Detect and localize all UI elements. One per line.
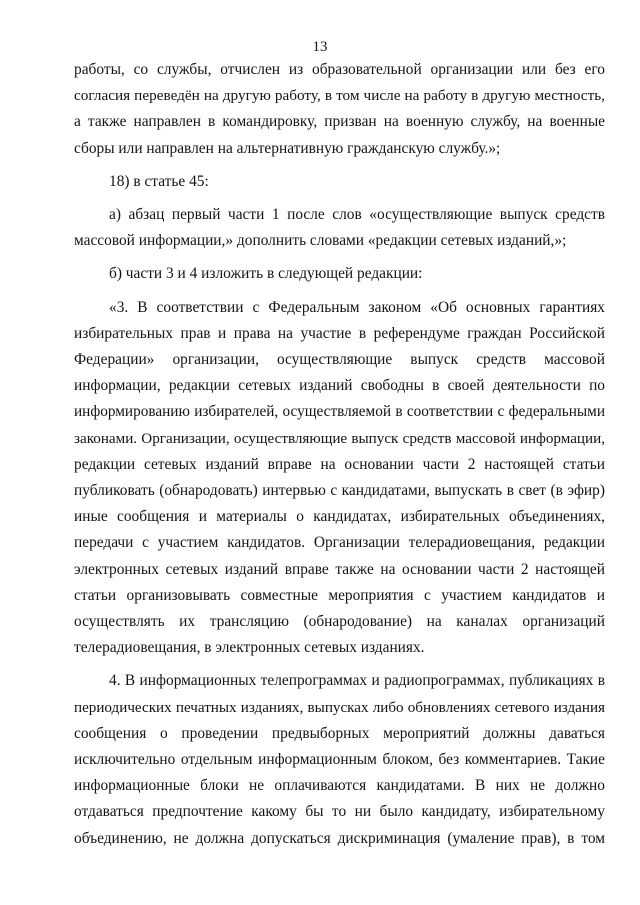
text-line: информационные блоки не оплачиваются кандидатами. В них не должно: [74, 777, 605, 795]
text-line: работы, со службы, отчислен из образовательной организации или без его: [74, 61, 605, 78]
text-line: а также направлен в командировку, призван на военную службу, на военные: [74, 113, 605, 131]
paragraph-item-b: [74, 261, 605, 287]
text-line: «3. В соответствии с Федеральным законом «Об основных гарантиях: [109, 298, 605, 316]
text-line: сообщения о проведении предвыборных мероприятий должны даваться: [74, 724, 605, 742]
text-line: законами. Организации, осуществляющие выпуск средств массовой информации,: [74, 430, 605, 447]
text-line: б) части 3 и 4 изложить в следующей редакции:: [109, 265, 423, 283]
text-line: передачи с участием кандидатов. Организации телерадиовещания, редакции: [74, 534, 605, 552]
text-line: Федерации» организации, осуществляющие выпуск средств массовой: [74, 351, 605, 369]
page-number: 13: [312, 39, 328, 55]
paragraph-part-4: [74, 668, 605, 851]
text-line: редакции сетевых изданий вправе на основании части 2 настоящей статьи: [74, 455, 605, 473]
text-line: 18) в статье 45:: [109, 172, 209, 190]
text-line: массовой информации,» дополнить словами «редакции сетевых изданий,»;: [74, 232, 567, 250]
text-line: информации, редакции сетевых изданий свободны в своей деятельности по: [74, 377, 605, 395]
text-line: избирательных прав и права на участие в референдуме граждан Российской: [74, 324, 605, 342]
text-line: иные сообщения и материалы о кандидатах, избирательных объединениях,: [74, 508, 605, 526]
text-line: согласия переведён на другую работу, в том числе на работу в другую местность,: [74, 87, 605, 105]
paragraph-item-18: [74, 169, 605, 195]
text-line: 4. В информационных телепрограммах и радиопрограммах, публикациях в: [109, 672, 605, 690]
text-line: а) абзац первый части 1 после слов «осуществляющие выпуск средств: [109, 206, 605, 224]
text-line: периодических печатных изданиях, выпусках либо обновлениях сетевого издания: [74, 699, 605, 716]
text-line: отдаваться предпочтение какому бы то ни было кандидату, избирательному: [74, 803, 605, 821]
text-line: объединению, не должна допускаться дискриминация (умаление прав), в том: [74, 829, 605, 847]
text-line: исключительно отдельным информационным блоком, без комментариев. Такие: [74, 751, 605, 769]
text-line: телерадиовещания, в электронных сетевых изданиях.: [74, 639, 425, 657]
text-line: электронных сетевых изданий вправе также на основании части 2 настоящей: [74, 560, 605, 578]
text-line: сборы или направлен на альтернативную гражданскую службу.»;: [74, 139, 501, 157]
document-body: [74, 57, 605, 852]
paragraph-continuation: [74, 57, 605, 162]
text-line: статьи организовывать совместные мероприятия с участием кандидатов и: [74, 586, 605, 604]
text-line: осуществлять их трансляцию (обнародование) на каналах организаций: [74, 613, 605, 631]
text-line: информированию избирателей, осуществляемой в соответствии с федеральными: [74, 403, 605, 421]
paragraph-item-a: [74, 202, 605, 254]
paragraph-part-3: [74, 295, 605, 662]
text-line: публиковать (обнародовать) интервью с кандидатами, выпускать в свет (в эфир): [74, 482, 605, 500]
